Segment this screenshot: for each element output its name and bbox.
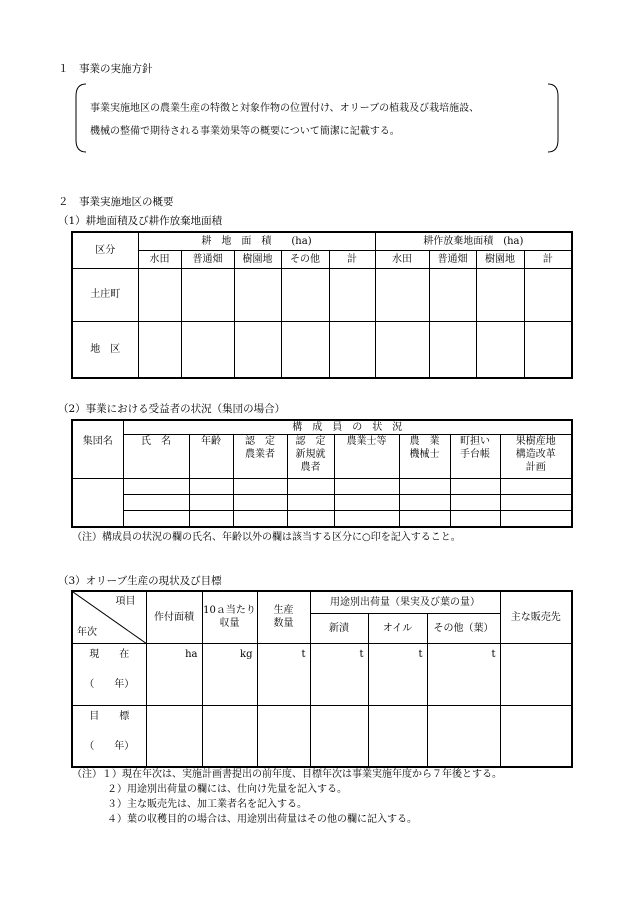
sub3-note-2: ２）用途別出荷量の欄には、仕向け先量を記入する。 [107,784,347,795]
group-name-header: 集団名 [72,435,123,479]
member-col-orchard-plan: 果樹産地 構造改革 計画 [500,435,572,479]
member-col-certified-farmer: 認 定 農業者 [233,435,287,479]
table-row [72,479,572,495]
sub1-heading: （1）耕地面積及び耕作放棄地面積 [58,215,223,227]
policy-line-2: 機械の整備で期待される事業効果等の概要について簡潔に記載する。 [90,126,400,137]
sub3-note-1: （注）１）現在年次は、実施計画書提出の前年度、目標年次は事業実施年度から７年後とする。 [72,769,502,780]
farmland-table [71,231,573,379]
col-abandoned-orchard: 樹園地 [476,250,524,268]
member-status-header: 構 成 員 の 状 況 [123,420,572,435]
member-col-name [123,435,189,479]
col-total: 計 [329,250,375,268]
table-row [72,705,572,767]
col-other-leaf: その他（葉） [427,613,500,643]
col-paddy: 水田 [138,250,181,268]
member-col-machinery: 農 業 機械士 [399,435,450,479]
row-target: 目 標 （ 年） [72,705,146,767]
col-planted-area: 作付面積 [146,591,202,643]
unit-t-oil: t [368,643,427,705]
member-col-age: 年齢 [189,435,233,479]
col-abandoned-total: 計 [524,250,572,268]
col-upland: 普通畑 [181,250,234,268]
col-orchard: 樹園地 [234,250,281,268]
col-main-dest: 主な販売先 [500,591,572,643]
col-other: その他 [281,250,329,268]
col-abandoned-paddy: 水田 [375,250,429,268]
section1-heading: １ 事業の実施方針 [58,63,153,75]
kubun-header: 区分 [72,232,138,268]
farmland-area-header: 耕 地 面 積 (ha) [138,232,375,250]
member-col-name-text: 氏 名 [141,436,171,447]
col-oil: オイル [368,613,427,643]
diag-year: 年次 [77,626,97,638]
sub3-heading: （3）オリーブ生産の現状及び目標 [58,575,222,587]
policy-line-1: 事業実施地区の農業生産の特徴と対象作物の位置付け、オリーブの植栽及び栽培施設、 [90,103,480,114]
diag-item: 項目 [115,596,136,607]
unit-t-pickled: t [310,643,368,705]
section2-heading: ２ 事業実施地区の概要 [58,196,174,208]
col-production: 生産 数量 [257,591,310,643]
beneficiary-table [71,419,573,528]
col-pickled: 新漬 [310,613,368,643]
table-row [72,268,572,321]
row-label-district: 地 区 [72,321,138,378]
table-row [72,321,572,378]
sub2-heading: （2）事業における受益者の状況（集団の場合） [58,403,286,415]
row-current: 現 在 （ 年） [72,643,146,705]
member-col-town-registry: 町担い 手台帳 [450,435,500,479]
member-col-new-farmer: 認 定 新規就 農者 [287,435,334,479]
unit-t-other: t [427,643,500,705]
diagonal-header [72,591,146,643]
col-abandoned-upland: 普通畑 [429,250,476,268]
sub2-note: （注）構成員の状況の欄の氏名、年齢以外の欄は該当する区分に○印を記入すること。 [72,532,461,543]
table-row [72,643,572,705]
unit-ha: ha [146,643,202,705]
policy-box [74,82,560,154]
abandoned-area-header: 耕作放棄地面積 (ha) [375,232,572,250]
unit-t-prod: t [257,643,310,705]
member-col-agri-specialist: 農業士等 [334,435,399,479]
sub3-note-4: ４）葉の収穫目的の場合は、用途別出荷量はその他の欄に記入する。 [107,814,417,825]
unit-kg: kg [202,643,257,705]
row-label-tonosho: 土庄町 [72,268,138,321]
table-row [72,511,572,527]
shipment-header: 用途別出荷量（果実及び葉の量） [310,591,500,613]
olive-production-table [71,590,573,768]
col-yield-per-10a: 10ａ当たり 収量 [202,591,257,643]
table-row [72,495,572,511]
sub3-note-3: ３）主な販売先は、加工業者名を記入する。 [107,799,307,810]
